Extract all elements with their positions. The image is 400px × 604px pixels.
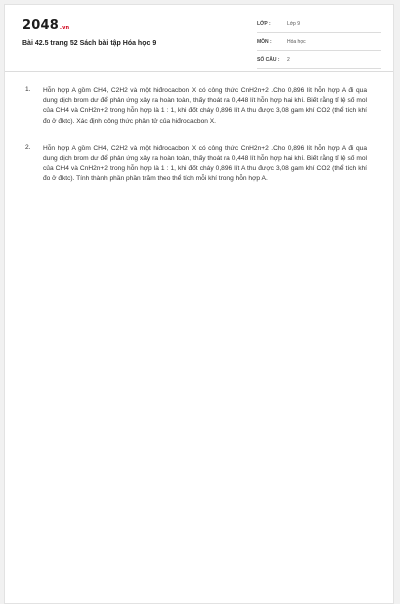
meta-info-panel [257, 19, 381, 73]
question-text: Hỗn hợp A gồm CH4, C2H2 và một hiđrocacbon X có công thức CnH2n+2 .Cho 0,896 lít hỗn hợp A đi qua dung dịch brom dư để phản ứng xảy ra hoàn toàn, thấy thoát ra 0,448 lít hỗn hợp hai khí. Biết rằng tỉ lệ số mol của CH4 và CnH2n+2 trong hỗn hợp là 1 : 1, khi đốt cháy 0,896 lít A thu được 3,08 gam khí CO2 (thể tích khí đo ở đktc). Xác định công thức phân tử của hiđrocacbon X. [43, 87, 367, 125]
meta-label-question-count: SỐ CÂU : [257, 57, 280, 63]
question-number: 1. [25, 86, 31, 93]
header-divider [5, 71, 393, 72]
logo-text: 2048 [22, 18, 59, 33]
question-number: 2. [25, 143, 31, 151]
meta-value-subject: Hóa học [287, 39, 306, 45]
question-item [25, 144, 367, 185]
meta-label-class: LỚP : [257, 21, 271, 27]
logo-domain-suffix: .vn [59, 25, 70, 31]
site-logo[interactable] [22, 18, 69, 33]
question-item [25, 86, 367, 127]
worksheet-header [5, 5, 393, 67]
question-list [25, 86, 367, 202]
worksheet-page [4, 4, 394, 604]
meta-label-subject: MÔN : [257, 39, 272, 45]
meta-row-question-count [257, 55, 381, 69]
page-title: Bài 42.5 trang 52 Sách bài tập Hóa học 9 [22, 40, 157, 47]
question-text: Hỗn hợp A gồm CH4, C2H2 và một hiđrocacbon X có công thức CnH2n+2 .Cho 0,896 lít hỗn hợp A đi qua dung dịch brom dư để phản ứng xảy ra hoàn toàn, thấy thoát ra 0,448 lít hỗn hợp hai khí. Biết rằng tỉ lệ số mol của CH4 và CnH2n+2 trong hỗn hợp là 1 : 1, khi đốt cháy 0,896 lít A thu được 3,08 gam khí CO2 (thể tích khí đo ở đktc). Tính thành phần phần trăm theo thể tích mỗi khí trong hỗn hợp A. [43, 144, 367, 183]
meta-value-class: Lớp 9 [287, 21, 301, 27]
meta-row-subject [257, 37, 381, 51]
meta-row-class [257, 19, 381, 33]
meta-value-question-count: 2 [287, 57, 290, 63]
